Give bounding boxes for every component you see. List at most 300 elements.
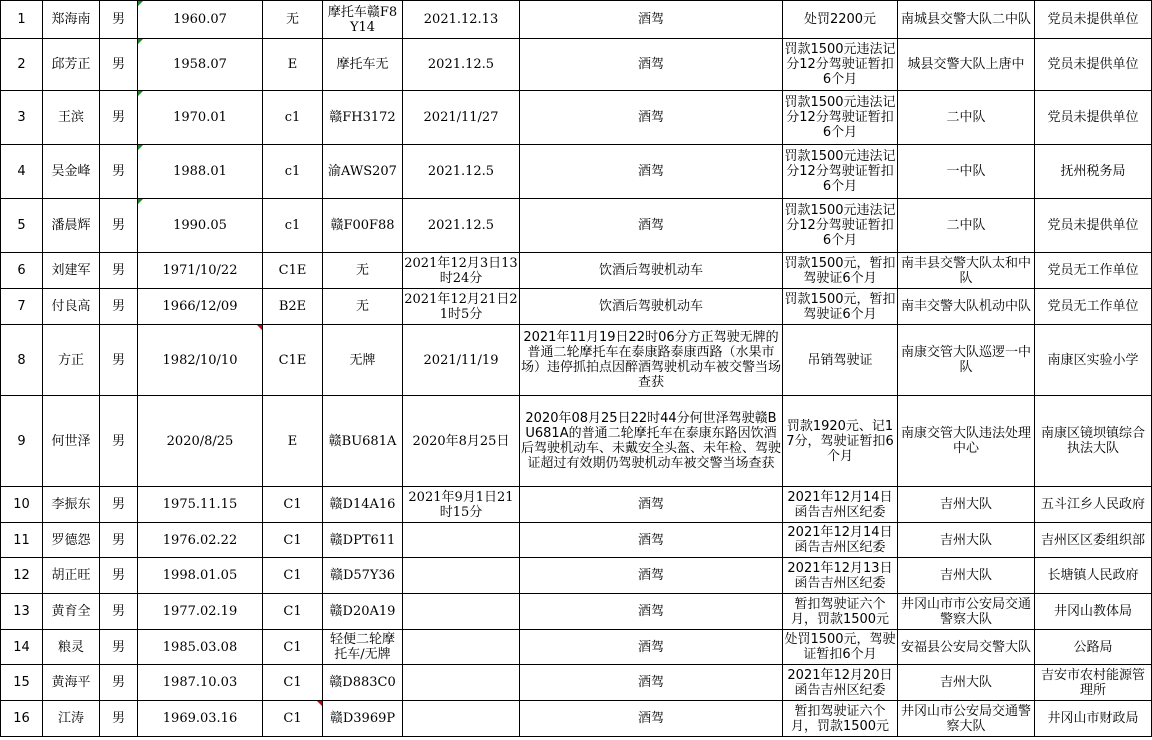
name-cell[interactable] xyxy=(43,396,100,487)
row-number-cell-text: 12 xyxy=(13,568,30,583)
row-number-cell[interactable] xyxy=(1,289,43,325)
plate-number-cell-text: 赣DPT611 xyxy=(329,532,396,548)
violation-detail-cell[interactable] xyxy=(520,594,783,630)
gender-cell-text: 男 xyxy=(111,12,125,27)
name-cell[interactable] xyxy=(43,701,100,737)
plate-number-cell-text: 赣D20A19 xyxy=(329,604,396,619)
comment-indicator-icon xyxy=(138,1,143,6)
employer-cell[interactable] xyxy=(1035,145,1152,199)
employer-cell[interactable] xyxy=(1035,289,1152,325)
row-number-cell-text: 5 xyxy=(17,218,26,233)
name-cell-text: 郑海南 xyxy=(51,12,91,27)
license-class-cell[interactable] xyxy=(263,487,323,523)
plate-number-cell[interactable] xyxy=(323,487,403,523)
handling-unit-cell-text: 吉州大队 xyxy=(939,497,992,512)
penalty-cell[interactable] xyxy=(783,1,898,39)
violation-time-cell-text: 2021/11/19 xyxy=(423,352,499,368)
gender-cell[interactable] xyxy=(100,630,138,665)
violation-time-cell-text: 2021.12.5 xyxy=(427,57,495,72)
handling-unit-cell[interactable] xyxy=(898,289,1035,325)
violation-detail-cell[interactable] xyxy=(520,487,783,523)
violation-detail-cell[interactable] xyxy=(520,199,783,253)
violation-time-cell-text: 2020年8月25日 xyxy=(412,433,510,449)
handling-unit-cell[interactable] xyxy=(898,145,1035,199)
violation-time-cell[interactable] xyxy=(403,701,520,737)
handling-unit-cell[interactable] xyxy=(898,665,1035,701)
handling-unit-cell[interactable] xyxy=(898,701,1035,737)
plate-number-cell-text: 赣D883C0 xyxy=(329,675,396,690)
license-class-cell[interactable] xyxy=(263,396,323,487)
birth-date-cell-text: 1969.03.16 xyxy=(162,711,238,726)
employer-cell-text: 长塘镇人民政府 xyxy=(1047,568,1139,583)
plate-number-cell[interactable] xyxy=(323,396,403,487)
row-number-cell[interactable] xyxy=(1,253,43,289)
employer-cell[interactable] xyxy=(1035,630,1152,665)
employer-cell-text: 五斗江乡人民政府 xyxy=(1040,497,1145,512)
employer-cell[interactable] xyxy=(1035,594,1152,630)
gender-cell-text: 男 xyxy=(111,532,125,548)
license-class-cell[interactable] xyxy=(263,630,323,665)
handling-unit-cell-text: 南丰交警大队机动中队 xyxy=(900,299,1031,314)
birth-date-cell[interactable] xyxy=(138,523,263,558)
table-row xyxy=(1,39,1152,91)
row-number-cell-text: 16 xyxy=(13,711,30,726)
penalty-cell[interactable] xyxy=(783,558,898,594)
penalty-cell-text: 暂扣驾驶证六个月，罚款1500元 xyxy=(790,703,890,734)
handling-unit-cell[interactable] xyxy=(898,199,1035,253)
plate-number-cell-text: 摩托车赣F8Y14 xyxy=(327,4,398,35)
row-number-cell[interactable] xyxy=(1,558,43,594)
violation-time-cell[interactable] xyxy=(403,665,520,701)
birth-date-cell[interactable] xyxy=(138,630,263,665)
employer-cell[interactable] xyxy=(1035,396,1152,487)
license-class-cell-text: E xyxy=(287,433,298,449)
handling-unit-cell[interactable] xyxy=(898,396,1035,487)
penalty-cell[interactable] xyxy=(783,523,898,558)
license-class-cell-text: C1E xyxy=(278,352,307,368)
gender-cell[interactable] xyxy=(100,145,138,199)
violation-detail-cell[interactable] xyxy=(520,145,783,199)
penalty-cell[interactable] xyxy=(783,665,898,701)
row-number-cell-text: 13 xyxy=(13,604,30,619)
plate-number-cell[interactable] xyxy=(323,523,403,558)
violation-time-cell[interactable] xyxy=(403,594,520,630)
violation-detail-cell[interactable] xyxy=(520,665,783,701)
plate-number-cell[interactable] xyxy=(323,325,403,396)
handling-unit-cell[interactable] xyxy=(898,253,1035,289)
handling-unit-cell-text: 吉州大队 xyxy=(939,675,992,690)
birth-date-cell[interactable] xyxy=(138,199,263,253)
birth-date-cell-text: 1960.07 xyxy=(173,12,227,27)
birth-date-cell-text: 1970.01 xyxy=(173,110,227,125)
employer-cell-text: 党员无工作单位 xyxy=(1047,299,1139,314)
handling-unit-cell[interactable] xyxy=(898,558,1035,594)
employer-cell[interactable] xyxy=(1035,253,1152,289)
row-number-cell-text: 14 xyxy=(13,639,30,655)
employer-cell[interactable] xyxy=(1035,487,1152,523)
violation-time-cell[interactable] xyxy=(403,199,520,253)
violation-detail-cell[interactable] xyxy=(520,39,783,91)
birth-date-cell[interactable] xyxy=(138,145,263,199)
comment-indicator-icon xyxy=(138,39,143,44)
violation-detail-cell-text: 饮酒后驾驶机动车 xyxy=(598,263,703,278)
license-class-cell[interactable] xyxy=(263,558,323,594)
plate-number-cell[interactable] xyxy=(323,253,403,289)
handling-unit-cell-text: 南康交管大队巡逻一中队 xyxy=(900,345,1031,375)
employer-cell[interactable] xyxy=(1035,325,1152,396)
handling-unit-cell[interactable] xyxy=(898,594,1035,630)
license-class-cell-text: C1 xyxy=(283,711,302,726)
name-cell[interactable] xyxy=(43,1,100,39)
handling-unit-cell[interactable] xyxy=(898,487,1035,523)
penalty-cell[interactable] xyxy=(783,253,898,289)
plate-number-cell[interactable] xyxy=(323,701,403,737)
name-cell-text: 粮灵 xyxy=(57,639,84,655)
plate-number-cell[interactable] xyxy=(323,91,403,145)
handling-unit-cell-text: 吉州大队 xyxy=(939,568,992,583)
name-cell[interactable] xyxy=(43,199,100,253)
row-number-cell[interactable] xyxy=(1,523,43,558)
employer-cell[interactable] xyxy=(1035,199,1152,253)
employer-cell-text: 党员未提供单位 xyxy=(1047,12,1139,27)
license-class-cell-text: c1 xyxy=(284,218,301,233)
name-cell[interactable] xyxy=(43,487,100,523)
violation-time-cell[interactable] xyxy=(403,558,520,594)
penalty-cell[interactable] xyxy=(783,91,898,145)
name-cell[interactable] xyxy=(43,289,100,325)
violation-detail-cell[interactable] xyxy=(520,396,783,487)
gender-cell[interactable] xyxy=(100,396,138,487)
violation-time-cell[interactable] xyxy=(403,39,520,91)
gender-cell[interactable] xyxy=(100,253,138,289)
license-class-cell-text: c1 xyxy=(284,164,301,179)
plate-number-cell[interactable] xyxy=(323,199,403,253)
violation-detail-cell-text: 酒驾 xyxy=(637,568,664,583)
license-class-cell[interactable] xyxy=(263,145,323,199)
license-class-cell[interactable] xyxy=(263,39,323,91)
table-row xyxy=(1,665,1152,701)
name-cell-text: 刘建军 xyxy=(51,263,91,278)
handling-unit-cell-text: 井冈山市市公安局交通警察大队 xyxy=(900,596,1031,627)
table-row xyxy=(1,396,1152,487)
table-row xyxy=(1,199,1152,253)
birth-date-cell[interactable] xyxy=(138,325,263,396)
license-class-cell[interactable] xyxy=(263,199,323,253)
violation-detail-cell[interactable] xyxy=(520,91,783,145)
violation-detail-cell-text: 饮酒后驾驶机动车 xyxy=(598,299,703,314)
gender-cell-text: 男 xyxy=(111,604,125,619)
gender-cell-text: 男 xyxy=(111,639,125,655)
name-cell[interactable] xyxy=(43,253,100,289)
handling-unit-cell-text: 二中队 xyxy=(946,110,986,125)
violation-time-cell[interactable] xyxy=(403,630,520,665)
violation-detail-cell[interactable] xyxy=(520,253,783,289)
violation-detail-cell-text: 2021年11月19日22时06分方正驾驶无牌的普通二轮摩托车在泰康路泰康西路（水果市场）违停抓拍点因醉酒驾驶机动车被交警当场查获 xyxy=(521,330,782,390)
license-class-cell[interactable] xyxy=(263,325,323,396)
gender-cell[interactable] xyxy=(100,289,138,325)
license-class-cell[interactable] xyxy=(263,594,323,630)
row-number-cell[interactable] xyxy=(1,39,43,91)
row-number-cell[interactable] xyxy=(1,145,43,199)
birth-date-cell[interactable] xyxy=(138,594,263,630)
row-number-cell-text: 4 xyxy=(17,164,26,179)
birth-date-cell[interactable] xyxy=(138,1,263,39)
penalty-cell-text: 罚款1500元，暂扣驾驶证6个月 xyxy=(784,255,896,286)
name-cell-text: 吴金峰 xyxy=(51,164,91,179)
handling-unit-cell[interactable] xyxy=(898,523,1035,558)
violation-detail-cell-text: 2020年08月25日22时44分何世泽驾驶赣BU681A的普通二轮摩托车在泰康东路因饮酒后驾驶机动车、未戴安全头盔、未年检、驾驶证超过有效期仍驾驶机动车被交警当场查获 xyxy=(521,411,782,471)
birth-date-cell[interactable] xyxy=(138,253,263,289)
name-cell[interactable] xyxy=(43,91,100,145)
penalty-cell[interactable] xyxy=(783,630,898,665)
penalty-cell[interactable] xyxy=(783,39,898,91)
birth-date-cell-text: 1982/10/10 xyxy=(162,352,238,368)
birth-date-cell[interactable] xyxy=(138,289,263,325)
plate-number-cell-text: 赣FH3172 xyxy=(329,110,396,125)
violation-time-cell[interactable] xyxy=(403,1,520,39)
violation-detail-cell[interactable] xyxy=(520,523,783,558)
penalty-cell-text: 罚款1920元、记17分，驾驶证暂扣6个月 xyxy=(786,418,894,464)
penalty-cell-text: 2021年12月20日函告吉州区纪委 xyxy=(787,667,893,698)
penalty-cell-text: 罚款1500元违法记分12分驾驶证暂扣6个月 xyxy=(784,149,896,194)
table-row xyxy=(1,487,1152,523)
violation-time-cell[interactable] xyxy=(403,487,520,523)
gender-cell[interactable] xyxy=(100,701,138,737)
name-cell[interactable] xyxy=(43,523,100,558)
violation-time-cell[interactable] xyxy=(403,289,520,325)
table-row xyxy=(1,253,1152,289)
table-body xyxy=(1,1,1152,737)
penalty-cell[interactable] xyxy=(783,145,898,199)
violation-detail-cell-text: 酒驾 xyxy=(637,12,664,27)
penalty-cell[interactable] xyxy=(783,701,898,737)
license-class-cell[interactable] xyxy=(263,523,323,558)
gender-cell[interactable] xyxy=(100,199,138,253)
name-cell[interactable] xyxy=(43,594,100,630)
gender-cell-text: 男 xyxy=(111,57,125,72)
license-class-cell-text: C1 xyxy=(283,568,302,583)
violation-time-cell[interactable] xyxy=(403,325,520,396)
gender-cell[interactable] xyxy=(100,558,138,594)
employer-cell[interactable] xyxy=(1035,39,1152,91)
violation-detail-cell-text: 酒驾 xyxy=(637,604,664,619)
birth-date-cell[interactable] xyxy=(138,39,263,91)
employer-cell-text: 党员未提供单位 xyxy=(1047,110,1139,125)
license-class-cell[interactable] xyxy=(263,253,323,289)
violation-time-cell[interactable] xyxy=(403,523,520,558)
license-class-cell-text: 无 xyxy=(285,12,299,27)
violation-time-cell-text: 2021年9月1日21时15分 xyxy=(408,489,514,520)
license-class-cell-text: C1 xyxy=(283,532,302,548)
birth-date-cell[interactable] xyxy=(138,487,263,523)
birth-date-cell-text: 2020/8/25 xyxy=(166,433,234,449)
license-class-cell[interactable] xyxy=(263,1,323,39)
plate-number-cell-text: 无 xyxy=(355,299,369,314)
gender-cell[interactable] xyxy=(100,1,138,39)
violation-detail-cell[interactable] xyxy=(520,289,783,325)
name-cell[interactable] xyxy=(43,325,100,396)
penalty-cell[interactable] xyxy=(783,325,898,396)
penalty-cell[interactable] xyxy=(783,199,898,253)
handling-unit-cell[interactable] xyxy=(898,1,1035,39)
name-cell-text: 黄育全 xyxy=(51,604,91,619)
penalty-cell[interactable] xyxy=(783,487,898,523)
name-cell[interactable] xyxy=(43,665,100,701)
row-number-cell-text: 2 xyxy=(17,57,26,72)
table-row xyxy=(1,594,1152,630)
violation-detail-cell[interactable] xyxy=(520,701,783,737)
penalty-cell[interactable] xyxy=(783,594,898,630)
row-number-cell[interactable] xyxy=(1,594,43,630)
employer-cell-text: 南康区实验小学 xyxy=(1047,352,1139,368)
handling-unit-cell-text: 一中队 xyxy=(946,164,986,179)
violation-detail-cell-text: 酒驾 xyxy=(637,164,664,179)
plate-number-cell-text: 赣D57Y36 xyxy=(329,568,396,583)
employer-cell[interactable] xyxy=(1035,91,1152,145)
employer-cell-text: 公路局 xyxy=(1073,639,1113,655)
penalty-cell-text: 处罚1500元，驾驶证暂扣6个月 xyxy=(784,632,896,662)
row-number-cell[interactable] xyxy=(1,487,43,523)
employer-cell[interactable] xyxy=(1035,1,1152,39)
plate-number-cell[interactable] xyxy=(323,630,403,665)
violation-detail-cell[interactable] xyxy=(520,558,783,594)
violation-time-cell[interactable] xyxy=(403,145,520,199)
plate-number-cell[interactable] xyxy=(323,665,403,701)
violation-detail-cell-text: 酒驾 xyxy=(637,675,664,690)
table-row xyxy=(1,1,1152,39)
gender-cell[interactable] xyxy=(100,523,138,558)
plate-number-cell[interactable] xyxy=(323,145,403,199)
plate-number-cell[interactable] xyxy=(323,289,403,325)
handling-unit-cell-text: 井冈山市公安局交通警察大队 xyxy=(900,703,1031,734)
comment-indicator-icon xyxy=(138,91,143,96)
row-number-cell-text: 1 xyxy=(17,12,26,27)
violation-time-cell-text: 2021.12.5 xyxy=(427,218,495,233)
handling-unit-cell[interactable] xyxy=(898,325,1035,396)
birth-date-cell-text: 1988.01 xyxy=(173,164,227,179)
plate-number-cell[interactable] xyxy=(323,39,403,91)
employer-cell-text: 党员未提供单位 xyxy=(1047,218,1139,233)
license-class-cell[interactable] xyxy=(263,289,323,325)
gender-cell[interactable] xyxy=(100,487,138,523)
penalty-cell[interactable] xyxy=(783,289,898,325)
violation-time-cell[interactable] xyxy=(403,396,520,487)
birth-date-cell-text: 1987.10.03 xyxy=(162,675,238,690)
birth-date-cell[interactable] xyxy=(138,665,263,701)
name-cell[interactable] xyxy=(43,630,100,665)
employer-cell-text: 吉安市农村能源管理所 xyxy=(1040,667,1145,698)
violation-detail-cell-text: 酒驾 xyxy=(637,497,664,512)
penalty-cell-text: 2021年12月14日函告吉州区纪委 xyxy=(787,525,893,555)
license-class-cell[interactable] xyxy=(263,91,323,145)
violation-time-cell[interactable] xyxy=(403,91,520,145)
violation-detail-cell[interactable] xyxy=(520,1,783,39)
plate-number-cell-text: 赣D3969P xyxy=(329,711,396,726)
violation-time-cell-text: 2021年12月3日13时24分 xyxy=(404,255,518,286)
row-number-cell-text: 6 xyxy=(17,263,26,278)
name-cell-text: 江涛 xyxy=(57,711,84,726)
employer-cell[interactable] xyxy=(1035,558,1152,594)
license-class-cell[interactable] xyxy=(263,665,323,701)
violation-detail-cell[interactable] xyxy=(520,325,783,396)
violation-time-cell[interactable] xyxy=(403,253,520,289)
row-number-cell[interactable] xyxy=(1,1,43,39)
name-cell-text: 李振东 xyxy=(51,497,91,512)
birth-date-cell[interactable] xyxy=(138,91,263,145)
license-class-cell-text: c1 xyxy=(284,110,301,125)
table-row xyxy=(1,701,1152,737)
row-number-cell[interactable] xyxy=(1,325,43,396)
name-cell-text: 潘晨辉 xyxy=(51,218,91,233)
table-row xyxy=(1,289,1152,325)
plate-number-cell[interactable] xyxy=(323,558,403,594)
handling-unit-cell[interactable] xyxy=(898,630,1035,665)
employer-cell[interactable] xyxy=(1035,701,1152,737)
violation-time-cell-text: 2021.12.13 xyxy=(423,12,499,27)
plate-number-cell-text: 渝AWS207 xyxy=(328,164,397,179)
name-cell-text: 付良高 xyxy=(51,299,91,314)
birth-date-cell[interactable] xyxy=(138,558,263,594)
gender-cell-text: 男 xyxy=(111,497,125,512)
handling-unit-cell-text: 二中队 xyxy=(946,218,986,233)
penalty-cell[interactable] xyxy=(783,396,898,487)
violation-time-cell-text: 2021.12.5 xyxy=(427,164,495,179)
gender-cell-text: 男 xyxy=(111,110,125,125)
gender-cell[interactable] xyxy=(100,594,138,630)
table-row xyxy=(1,91,1152,145)
row-number-cell[interactable] xyxy=(1,199,43,253)
row-number-cell[interactable] xyxy=(1,396,43,487)
license-class-cell[interactable] xyxy=(263,701,323,737)
employer-cell-text: 吉州区区委组织部 xyxy=(1040,532,1145,548)
plate-number-cell-text: 摩托车无 xyxy=(336,57,389,72)
row-number-cell[interactable] xyxy=(1,701,43,737)
gender-cell[interactable] xyxy=(100,665,138,701)
license-class-cell-text: C1 xyxy=(283,497,302,512)
birth-date-cell-text: 1990.05 xyxy=(173,218,227,233)
gender-cell[interactable] xyxy=(100,39,138,91)
plate-number-cell[interactable] xyxy=(323,594,403,630)
penalty-cell-text: 罚款1500元，暂扣驾驶证6个月 xyxy=(784,291,896,322)
name-cell-text: 胡正旺 xyxy=(51,568,91,583)
employer-cell[interactable] xyxy=(1035,665,1152,701)
employer-cell[interactable] xyxy=(1035,523,1152,558)
license-class-cell-text: C1E xyxy=(278,263,307,278)
comment-indicator-icon xyxy=(138,145,143,150)
gender-cell[interactable] xyxy=(100,91,138,145)
row-number-cell[interactable] xyxy=(1,630,43,665)
table-row xyxy=(1,523,1152,558)
plate-number-cell[interactable] xyxy=(323,1,403,39)
row-number-cell[interactable] xyxy=(1,665,43,701)
handling-unit-cell[interactable] xyxy=(898,39,1035,91)
name-cell-text: 王滨 xyxy=(57,110,84,125)
violation-detail-cell[interactable] xyxy=(520,630,783,665)
name-cell-text: 邱芳正 xyxy=(51,57,91,72)
birth-date-cell-text: 1975.11.15 xyxy=(162,497,238,512)
name-cell[interactable] xyxy=(43,145,100,199)
name-cell[interactable] xyxy=(43,39,100,91)
birth-date-cell[interactable] xyxy=(138,396,263,487)
birth-date-cell[interactable] xyxy=(138,701,263,737)
name-cell[interactable] xyxy=(43,558,100,594)
violation-detail-cell-text: 酒驾 xyxy=(637,218,664,233)
handling-unit-cell[interactable] xyxy=(898,91,1035,145)
penalty-cell-text: 罚款1500元违法记分12分驾驶证暂扣6个月 xyxy=(784,203,896,248)
row-number-cell[interactable] xyxy=(1,91,43,145)
gender-cell[interactable] xyxy=(100,325,138,396)
handling-unit-cell-text: 南丰县交警大队太和中队 xyxy=(900,255,1031,286)
